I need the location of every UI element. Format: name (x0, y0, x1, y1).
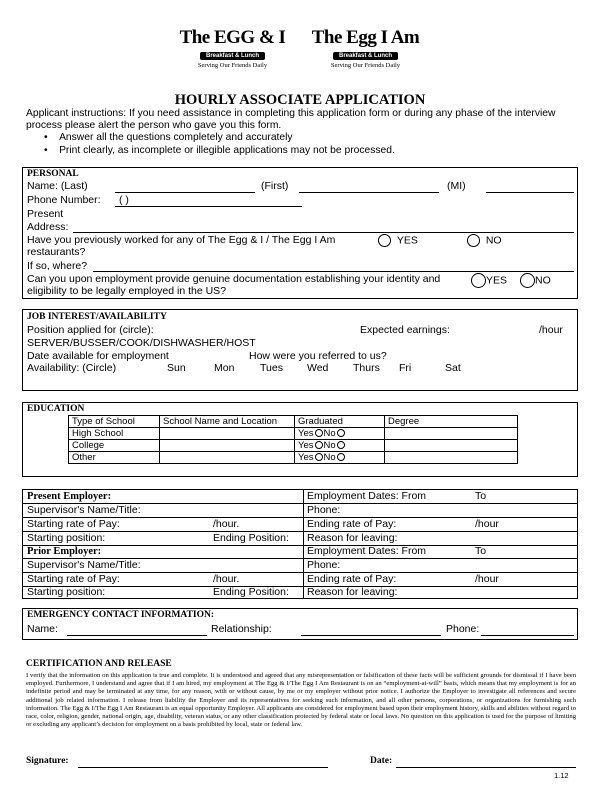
signature-field[interactable] (78, 767, 328, 768)
dates-label: Employment Dates: From (307, 545, 427, 557)
per-hour-label: /hour (475, 573, 499, 585)
no-label: No (323, 452, 336, 463)
school-name-cell[interactable] (160, 428, 295, 440)
name-mi-label: (MI) (447, 180, 466, 192)
yes-radio[interactable] (315, 453, 323, 461)
no-label: NO (485, 234, 502, 247)
bullet-text: Print clearly, as incomplete or illegible applications may not be processed. (59, 145, 395, 156)
date-available-label: Date available for employment (27, 350, 169, 362)
day-mon[interactable]: Mon (214, 362, 235, 374)
degree-cell[interactable] (385, 428, 518, 440)
employment-row (23, 573, 577, 587)
school-name-cell[interactable] (160, 452, 295, 464)
egg-i-am-logo (303, 28, 428, 69)
yes-label: Yes (298, 428, 314, 439)
graduated-cell[interactable] (295, 428, 385, 440)
supervisor-label: Supervisor's Name/Title: (27, 559, 141, 571)
to-label: To (475, 545, 487, 557)
employment-row (23, 504, 577, 518)
no-radio[interactable] (467, 234, 480, 247)
hour-label: /hour. (213, 573, 240, 585)
per-hour-label: /hour (475, 518, 499, 530)
table-row (69, 428, 518, 440)
instructions: Applicant instructions: If you need assistance in completing this application form or during any phase of the interview process please alert the person who gave you this form. (26, 108, 556, 131)
school-type: High School (69, 428, 160, 440)
personal-section (22, 167, 578, 299)
no-radio[interactable] (520, 273, 535, 288)
emergency-name-label: Name: (27, 623, 58, 635)
school-type: Other (69, 452, 160, 464)
eligibility-no[interactable] (520, 273, 551, 288)
day-fri[interactable]: Fri (399, 362, 412, 374)
emergency-header: EMERGENCY CONTACT INFORMATION: (27, 610, 215, 620)
ending-position-label: Ending Position: (213, 532, 289, 544)
day-sat[interactable]: Sat (445, 362, 461, 374)
education-section (22, 402, 578, 477)
present-label: Present (27, 208, 64, 220)
col-school: School Name and Location (160, 416, 295, 428)
relationship-label: Relationship: (211, 623, 272, 635)
personal-header: PERSONAL (27, 169, 79, 179)
reason-label: Reason for leaving: (307, 532, 398, 544)
present-employer-label: Present Employer: (27, 491, 112, 502)
if-so-label: If so, where? (27, 260, 88, 272)
positions-list[interactable]: SERVER/BUSSER/COOK/DISHWASHER/HOST (27, 337, 256, 349)
supervisor-label: Supervisor's Name/Title: (27, 504, 141, 516)
table-row (69, 440, 518, 452)
degree-cell[interactable] (385, 440, 518, 452)
yes-label: YES (396, 234, 418, 247)
phone-label: Phone: (307, 504, 341, 516)
employment-section (22, 489, 578, 599)
logo-band: Breakfast & Lunch (200, 52, 265, 60)
name-last-label: Name: (Last) (27, 180, 88, 192)
ending-position-label: Ending Position: (213, 586, 289, 598)
no-label: No (323, 428, 336, 439)
expected-label: Expected earnings: (360, 324, 450, 336)
ending-rate-label: Ending rate of Pay: (307, 573, 397, 585)
employment-row (23, 532, 577, 546)
emergency-section (22, 608, 578, 640)
employment-row (23, 545, 577, 559)
starting-position-label: Starting position: (27, 586, 106, 598)
prev-worked-yes[interactable] (378, 234, 418, 247)
logo-tagline: Serving Our Friends Daily (330, 62, 401, 69)
emergency-phone-field[interactable] (481, 635, 574, 636)
position-label: Position applied for (circle): (27, 324, 154, 336)
form-version: 1.12 (554, 771, 569, 780)
school-name-cell[interactable] (160, 440, 295, 452)
logo-tagline: Serving Our Friends Daily (197, 62, 268, 69)
yes-label: Yes (298, 440, 314, 451)
page-title: HOURLY ASSOCIATE APPLICATION (174, 92, 426, 108)
emergency-phone-label: Phone: (446, 623, 480, 635)
eligibility-question: Can you upon employment provide genuine documentation establishing your identity and eligibility to be legally employed in the US? (27, 273, 441, 297)
yes-label: Yes (298, 452, 314, 463)
prev-worked-no[interactable] (467, 234, 502, 247)
employment-row (23, 490, 577, 504)
bullet-1: • Answer all the questions completely and accurately (44, 132, 293, 143)
ending-rate-label: Ending rate of Pay: (307, 518, 397, 530)
logo-text: The Egg I Am (311, 27, 420, 48)
starting-rate-label: Starting rate of Pay: (27, 573, 120, 585)
day-wed[interactable]: Wed (307, 362, 329, 374)
bullet-2: • Print clearly, as incomplete or illegible applications may not be processed. (44, 145, 395, 156)
date-label: Date: (370, 756, 393, 766)
logo-band: Breakfast & Lunch (333, 52, 398, 60)
name-first-label: (First) (261, 180, 289, 192)
last-name-field[interactable] (115, 192, 255, 193)
employment-row (23, 559, 577, 573)
yes-label: YES (486, 274, 508, 287)
yes-radio[interactable] (471, 273, 486, 288)
col-degree: Degree (385, 416, 518, 428)
school-type: College (69, 440, 160, 452)
certification-header: CERTIFICATION AND RELEASE (26, 659, 172, 669)
emergency-name-field[interactable] (67, 635, 207, 636)
availability-label: Availability: (Circle) (27, 362, 117, 374)
signature-label: Signature: (26, 756, 69, 766)
no-label: No (323, 440, 336, 451)
bullet-text: Answer all the questions completely and accurately (59, 132, 293, 143)
relationship-field[interactable] (301, 635, 441, 636)
first-name-field[interactable] (299, 192, 439, 193)
phone-label: Phone: (307, 559, 341, 571)
no-label: NO (535, 274, 551, 287)
graduated-cell[interactable] (295, 452, 385, 464)
no-radio[interactable] (337, 453, 345, 461)
job-header: JOB INTEREST/AVAILABILITY (27, 312, 167, 322)
employment-row (23, 518, 577, 532)
yes-radio[interactable] (315, 429, 323, 437)
col-type: Type of School (69, 416, 160, 428)
education-table (68, 415, 518, 464)
certification-text: I verify that the information on this application is true and complete. It is understood and agreed that any misrepresentation or falsification of these facts will be sufficient grounds for dismissal if I have been employed. Furthermore, I understand and agree that if I am hired, my employment at The Egg & I/The Egg I Am Restaurant is on an “employment-at-will” basis, which means that my employment is for an indefinite period and may be terminated at any time, for any reason, with or without cause, by me or my employer without prior notice. I authorize the Employer to investigate all references and secure additional job related information. I release from liability the Employer and its representatives for seeking such information, and all other persons, corporations, or organizations for furnishing such information. The Egg & I/The Egg I Am Restaurant is an equal opportunity Employer. All applicants are considered for employment based upon their employment history, skills and abilities without regard to race, color, religion, gender, national origin, age, disability, veteran status, or any other classification protected by federal state or local laws. No question on this application is used for the purpose of limiting or excluding any applicant’s decision for employment on a basis prohibited by local, state or federal law. (26, 672, 576, 729)
address-label: Address: (27, 221, 69, 233)
yes-radio[interactable] (315, 441, 323, 449)
dates-label: Employment Dates: From (307, 490, 427, 502)
col-graduated: Graduated (295, 416, 385, 428)
table-row (69, 452, 518, 464)
day-sun[interactable]: Sun (167, 362, 186, 374)
starting-rate-label: Starting rate of Pay: (27, 518, 120, 530)
employment-row (23, 586, 577, 599)
where-field[interactable] (93, 271, 574, 272)
graduated-cell[interactable] (295, 440, 385, 452)
logo-text: The EGG & I (179, 27, 286, 48)
reason-label: Reason for leaving: (307, 586, 398, 598)
day-tues[interactable]: Tues (260, 362, 283, 374)
job-section (22, 309, 578, 391)
education-header: EDUCATION (27, 404, 85, 414)
prev-worked-question: Have you previously worked for any of The Egg & I / The Egg I Am restaurants? (27, 234, 336, 258)
yes-radio[interactable] (378, 234, 391, 247)
prior-employer-label: Prior Employer: (27, 546, 102, 557)
no-radio[interactable] (337, 429, 345, 437)
no-radio[interactable] (337, 441, 345, 449)
date-field[interactable] (396, 767, 576, 768)
per-hour-label: /hour (539, 324, 563, 336)
address-field[interactable] (73, 232, 574, 233)
mi-field[interactable] (486, 192, 574, 193)
degree-cell[interactable] (385, 452, 518, 464)
hour-label: /hour. (213, 518, 240, 530)
referred-label: How were you referred to us? (249, 350, 387, 362)
egg-and-i-logo (170, 28, 295, 69)
day-thurs[interactable]: Thurs (353, 362, 380, 374)
phone-field[interactable] (115, 206, 302, 207)
phone-label: Phone Number: (27, 194, 101, 206)
to-label: To (475, 490, 487, 502)
table-header-row (69, 416, 518, 428)
eligibility-yes[interactable] (471, 273, 507, 288)
starting-position-label: Starting position: (27, 532, 106, 544)
phone-paren: ( ) (119, 194, 129, 206)
